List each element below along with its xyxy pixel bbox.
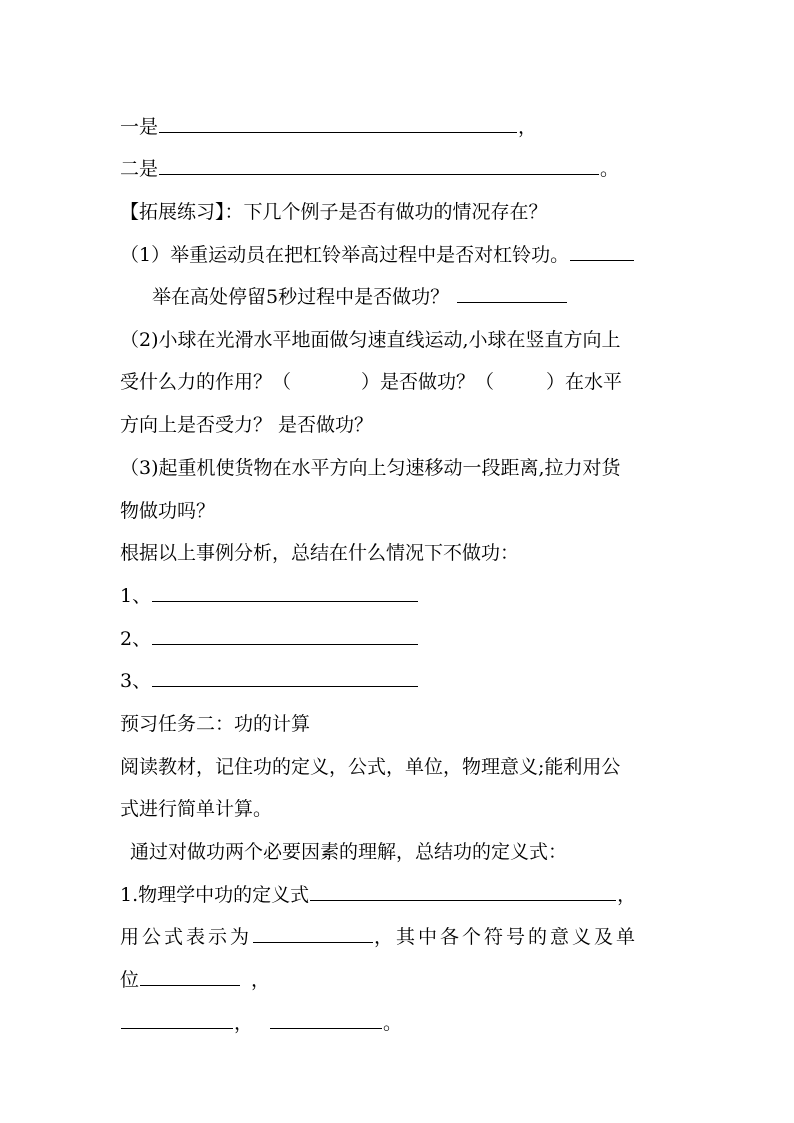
question-2-line-c: 方向上是否受力？ 是否做功？ [120,414,374,436]
q2-text-2: ）是否做功？（ [361,371,495,393]
formula-desc: ，其中各个符号的意义及单 [374,926,639,948]
summary-prompt: 根据以上事例分析，总结在什么情况下不做功： [120,542,520,564]
blank-formula[interactable] [253,924,373,943]
answer-item-2 [120,626,419,652]
question-1-line-b [152,284,568,310]
blank-q1-a[interactable] [570,242,634,261]
formula-line [120,924,638,950]
q2-text-1: 受什么力的作用？（ [120,371,292,393]
line-reason-one [120,114,537,140]
blank-unit[interactable] [140,967,240,986]
label-one: 一是 [120,116,159,138]
item-number: 3、 [120,670,152,692]
question-1-line-a [120,242,635,268]
punct: ， [251,969,271,991]
question-3-line-a: （3)起重机使货物在水平方向上匀速移动一段距离,拉力对货 [120,457,621,479]
unit-label: 位 [120,969,140,991]
answer-item-1 [120,583,419,609]
label-two: 二是 [120,158,159,180]
blank-reason-one[interactable] [159,114,517,133]
line-reason-two [120,156,619,182]
unit-line [120,967,270,993]
q2-text-3: ）在水平 [546,371,623,393]
item-number: 1、 [120,585,152,607]
item-number: 2、 [120,628,152,650]
definition-line-1 [120,882,636,908]
question-1b-text: 举在高处停留5秒过程中是否做功？ [152,286,450,308]
punct: ， [518,116,538,138]
blank-final-2[interactable] [270,1010,382,1029]
question-1-text: （1）举重运动员在把杠铃举高过程中是否对杠铃功。 [120,244,570,266]
definition-label: 1.物理学中功的定义式 [120,884,310,906]
task-two-heading: 预习任务二：功的计算 [120,713,311,735]
answer-item-3 [120,668,419,694]
blank-item-3[interactable] [152,668,418,687]
punct: ， [234,1012,254,1034]
punct: 。 [383,1012,403,1034]
definition-intro: 通过对做功两个必要因素的理解，总结功的定义式： [130,841,568,863]
final-blanks-line [120,1010,402,1036]
blank-definition[interactable] [310,882,616,901]
heading-expand-practice: 【拓展练习】：下几个例子是否有做功的情况存在？ [120,201,548,223]
reading-instruction-b: 式进行简单计算。 [120,798,273,820]
question-3-line-b: 物做功吗？ [120,500,216,522]
reading-instruction-a: 阅读教材，记住功的定义，公式，单位，物理意义;能利用公 [120,756,621,778]
blank-item-2[interactable] [152,626,418,645]
blank-final-1[interactable] [121,1010,233,1029]
blank-item-1[interactable] [152,583,418,602]
question-2-line-b [120,369,622,395]
formula-label: 用公式表示为 [120,926,253,948]
blank-q1-b[interactable] [457,284,567,303]
question-2-line-a: （2)小球在光滑水平地面做匀速直线运动,小球在竖直方向上 [120,329,621,351]
punct: 。 [600,158,620,180]
blank-reason-two[interactable] [159,156,599,175]
punct: ， [617,884,637,906]
